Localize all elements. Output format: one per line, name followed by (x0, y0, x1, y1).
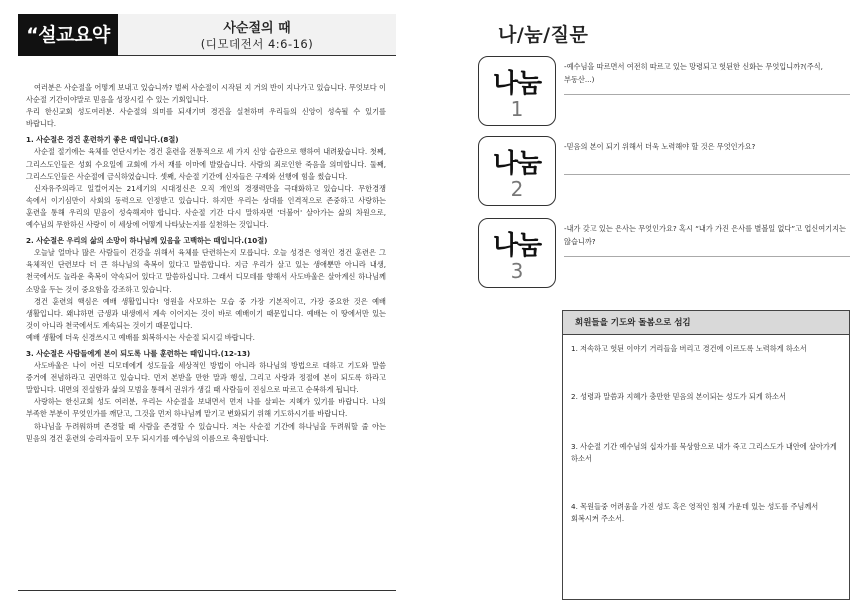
sharing-box-number: 3 (510, 259, 524, 283)
sharing-question-3 (478, 218, 850, 288)
prayer-box (562, 310, 850, 600)
bottom-divider (18, 590, 396, 591)
section-heading: 2. 사순절은 우리의 삶의 소망이 하나님께 있음을 고백하는 때입니다.(10절) (26, 236, 268, 246)
section-heading: 1. 사순절은 경건 훈련하기 좋은 때입니다.(8절) (26, 135, 179, 145)
scripture-reference: (디모데전서 4:6-16) (200, 37, 314, 51)
section-paragraph: 하나님을 두려워하며 존경할 때 사람을 존경할 수 있습니다. 저는 사순절 기간에 하나님을 두려워할 줄 아는 믿음의 경건 훈련의 승리자들이 모두 되시기를 예수님의 이름으로 축원합니다. (26, 421, 386, 443)
question-text: -내가 갖고 있는 은사는 무엇인가요? 혹시 “내가 가진 은사를 별볼일 없다”고 업신여기지는 않습니까? (564, 224, 847, 246)
intro-paragraph: 우리 한신교회 성도여러분. 사순절의 의미를 되새기며 경건을 실천하며 우리들의 신앙이 성숙될 수 있기를 바랍니다. (26, 107, 386, 129)
question-divider (564, 94, 850, 95)
section-heading: 3. 사순절은 사람들에게 본이 되도록 나를 훈련하는 때입니다.(12-13) (26, 348, 251, 358)
question-divider (564, 174, 850, 175)
section-paragraph: 오늘날 얼마나 많은 사람들이 건강을 위해서 육체를 단련하는지 모릅니다. 오늘 성경은 영적인 경건 훈련은 그 육체적인 단련보다 더 큰 하나님의 축복이 있다고 말씀합니다. 지금 우리가 살고 있는 생애뿐만 아니라 내생, 천국에서도 놀라운 축복이 약속되어 있다고 말씀하십니다. 그래서 디모데를 향해서 사도바울은 살아계신 하나님께 소망을 두는 것이 중요함을 강조하고 있습니다. (26, 248, 386, 294)
sharing-box (478, 136, 556, 206)
sermon-header (18, 14, 396, 56)
sharing-box (478, 56, 556, 126)
prayer-item: 3. 사순절 기간 예수님의 십자가를 묵상함으로 내가 죽고 그리스도가 내안에 살아가게 하소서 (571, 442, 837, 463)
question-text: -예수님을 따르면서 여전히 따르고 있는 망령되고 헛된한 신화는 무엇입니까?(주식, 부동산...) (564, 62, 823, 84)
prayer-item: 1. 저속하고 헛된 이야기 거리들을 버리고 경건에 이르도록 노력하게 하소서 (571, 344, 807, 353)
sharing-box-number: 1 (510, 97, 524, 121)
sermon-summary-page (18, 14, 396, 594)
section-paragraph: 사순절 절기에는 육체를 연단시키는 경건 훈련을 전통적으로 세 가지 신앙 습관으로 행하여 내려왔습니다. 첫째, 그리스도인들은 성회 수요일에 교회에 가서 재를 이마에 발랐습니다. 사람의 죄로인한 죽음을 의미합니다. 둘째, 그리스도인들은 사순절에 금식하였습니다. 셋째, 사순절 기간에 신자들은 구제와 선행에 힘을 썼습니다. (26, 147, 386, 181)
sermon-summary-badge: “설교요약 (18, 14, 118, 56)
prayer-item: 2. 성령과 말씀과 지혜가 충만한 믿음의 본이되는 성도가 되게 하소서 (571, 392, 786, 401)
sharing-question-2 (478, 136, 850, 206)
section-paragraph: 신자유주의라고 일컬어지는 21세기의 시대정신은 오직 개인의 경쟁력만을 극대화하고 있습니다. 무한경쟁 속에서 이기심만이 사회의 동력으로 인정받고 있습니다. 하지만 우리는 상대를 인격적으로 존중하고 사랑하는 훈련을 통해 우리의 믿음이 성숙해져야 합니다. 사순절 기간 다시 말하자면 '더불어' 살아가는 삶의 차원으로, 예수님의 무한하신 사랑이 이 세상에 어떻게 나타났는지를 실천하는 것입니다. (26, 183, 386, 230)
prayer-heading: 회원들을 기도와 돌봄으로 섬김 (563, 311, 849, 335)
intro-paragraph: 여러분은 사순절을 어떻게 보내고 있습니까? 벌써 사순절이 시작된 지 거의 반이 지나가고 있습니다. 무엇보다 이 사순절 기간이야말로 믿음을 성장시킬 수 있는 기회입니다. (26, 83, 386, 105)
section-paragraph: 사랑하는 한신교회 성도 여러분, 우리는 사순절을 보내면서 먼저 나를 살피는 지혜가 있기를 바랍니다. 나의 부족한 부분이 무엇인가를 깨닫고, 그것을 먼저 하나님께 맡기고 변화되기 위해 기도하시기를 바랍니다. (26, 397, 386, 419)
section-paragraph: 예배 생활에 더욱 신경쓰시고 예배를 회복하시는 사순절 되시길 바랍니다. (26, 332, 255, 342)
sharing-box-number: 2 (510, 177, 524, 201)
sharing-box-word: 나눔 (492, 149, 542, 179)
section-paragraph: 경건 훈련의 핵심은 예배 생활입니다! 영원을 사모하는 모습 중 가장 기본적이고, 가장 중요한 것은 예배 생활입니다. 왜냐하면 금생과 내생에서 계속 이어지는 것이 바로 예배이기 때문입니다. 예배는 이 땅에서만 있는 것이 아니라 천국에서도 계속되는 것이기 때문입니다. (26, 296, 386, 330)
sharing-box-word: 나눔 (492, 231, 542, 261)
sharing-box-word: 나눔 (492, 69, 542, 99)
sharing-box (478, 218, 556, 288)
sharing-questions-heading: 나/눔/질문 (498, 24, 589, 46)
sermon-body (26, 82, 386, 445)
prayer-item: 4. 목원들중 어려움을 가진 성도 혹은 영적인 침체 가운데 있는 성도를 주님께서 회복시켜 주소서. (571, 502, 819, 523)
section-paragraph: 사도바울은 나이 어린 디모데에게 성도들을 세상적인 방법이 아니라 하나님의 방법으로 대하고 기도와 말씀 증거에 전념하라고 권면하고 있습니다. 먼저 본받을 만한 말과 행실, 그리고 사랑과 정절에 본이 되도록 하라고 말합니다. 내면의 진실함과 삶의 모범을 통해서 권위가 생길 때 사람들이 진심으로 따르고 순복하게 됩니다. (26, 361, 386, 395)
sermon-title: 사순절의 때 (223, 21, 291, 36)
sharing-question-1 (478, 56, 850, 126)
question-divider (564, 256, 850, 257)
question-text: -믿음의 본이 되기 위해서 더욱 노력해야 할 것은 무엇인가요? (564, 142, 756, 151)
